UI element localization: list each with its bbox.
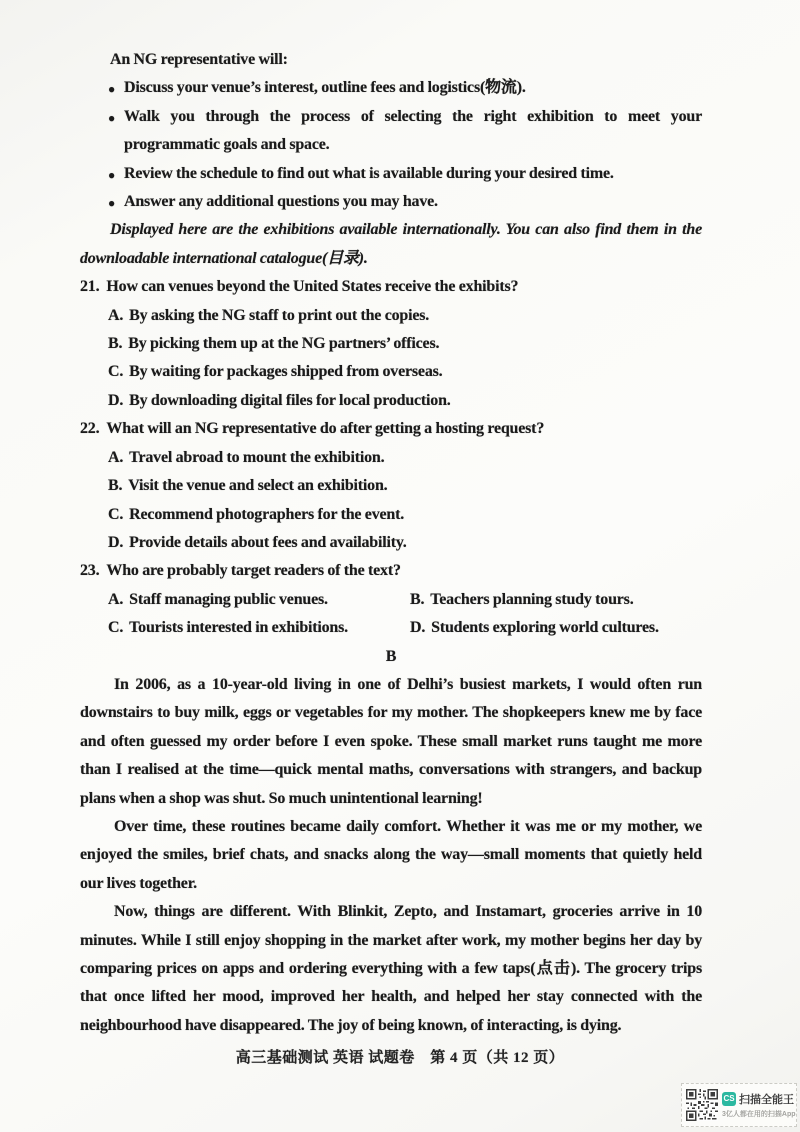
option-row bbox=[108, 614, 702, 642]
option-text: Provide details about fees and availability. bbox=[129, 533, 407, 551]
bullet-icon: ● bbox=[108, 110, 116, 125]
question-stem bbox=[80, 273, 702, 301]
option-item bbox=[108, 472, 702, 500]
passage-note: Displayed here are the exhibitions available internationally. You can also find them in the downloadable international catalogue(目录). bbox=[80, 221, 702, 267]
qr-code-icon bbox=[686, 1089, 718, 1121]
bullet-text: Answer any additional questions you may have. bbox=[124, 193, 438, 211]
option-label: C. bbox=[108, 619, 124, 637]
option-item bbox=[108, 529, 702, 557]
bullet-item bbox=[80, 74, 702, 102]
option-item bbox=[410, 614, 702, 642]
question-text: Who are probably target readers of the text? bbox=[106, 562, 401, 580]
option-label: B. bbox=[108, 335, 123, 353]
option-item bbox=[108, 302, 702, 330]
bullet-list bbox=[80, 74, 702, 216]
bullet-icon: ● bbox=[108, 82, 116, 97]
bullet-text: Discuss your venue’s interest, outline fees and logistics(物流). bbox=[124, 79, 526, 97]
option-text: Teachers planning study tours. bbox=[430, 590, 634, 608]
option-text: Students exploring world cultures. bbox=[431, 619, 659, 637]
page-footer: 高三基础测试 英语 试题卷 第 4 页（共 12 页） bbox=[235, 1050, 565, 1066]
bullet-text: Walk you through the process of selecting the right exhibition to meet your programmatic goals and space. bbox=[124, 107, 702, 154]
passage-paragraph: Now, things are different. With Blinkit, Zepto, and Instamart, groceries arrive in 10 minutes. While I still enjoy shopping in the market after work, my mother begins her day by comparing prices on apps and ordering everything with a few taps(点击). The grocery trips that once lifted her mood, improved her health, and helped her stay connected with the neighbourhood have disappeared. The joy of being known, of interacting, is dying. bbox=[80, 903, 702, 1034]
option-row bbox=[108, 586, 702, 614]
option-label: A. bbox=[108, 306, 124, 324]
question-block-23 bbox=[80, 557, 702, 642]
option-item bbox=[108, 501, 702, 529]
watermark-text-block bbox=[722, 1091, 796, 1119]
camscanner-watermark bbox=[681, 1083, 797, 1127]
passage-paragraph: In 2006, as a 10-year-old living in one of Delhi’s busiest markets, I would often run downstairs to buy milk, eggs or vegetables for my mother. The shopkeepers knew me by face and often guessed my order before I even spoke. These small market runs taught me more than I realised at the time—quick mental maths, conversations with strangers, and backup plans when a shop was shut. So much unintentional learning! bbox=[80, 675, 702, 807]
option-label: B. bbox=[108, 477, 123, 495]
bullet-item bbox=[80, 103, 702, 160]
question-number: 22. bbox=[80, 420, 100, 438]
option-label: D. bbox=[108, 391, 124, 409]
option-text: Recommend photographers for the event. bbox=[129, 505, 405, 523]
question-number: 21. bbox=[80, 278, 100, 296]
option-label: C. bbox=[108, 505, 124, 523]
option-item bbox=[410, 586, 702, 614]
question-stem bbox=[80, 557, 702, 585]
page-content bbox=[80, 46, 702, 1040]
bullet-item bbox=[80, 188, 702, 216]
camscanner-logo-icon: CS bbox=[722, 1092, 736, 1106]
option-text: By waiting for packages shipped from overseas. bbox=[129, 363, 443, 381]
watermark-title-row bbox=[722, 1091, 792, 1107]
option-item bbox=[108, 444, 702, 472]
question-stem bbox=[80, 415, 702, 443]
section-b-heading: B bbox=[385, 647, 397, 665]
option-text: By downloading digital files for local production. bbox=[129, 391, 451, 409]
option-text: Tourists interested in exhibitions. bbox=[129, 619, 348, 637]
option-text: By picking them up at the NG partners’ offices. bbox=[128, 335, 440, 353]
question-number: 23. bbox=[80, 562, 100, 580]
option-item bbox=[108, 614, 410, 642]
bullet-icon: ● bbox=[108, 167, 116, 182]
passage-paragraph: Over time, these routines became daily comfort. Whether it was me or my mother, we enjoyed the smiles, brief chats, and snacks along the way—small moments that quietly held our lives together. bbox=[80, 817, 702, 892]
option-label: B. bbox=[410, 590, 425, 608]
option-text: By asking the NG staff to print out the copies. bbox=[129, 306, 430, 324]
option-label: C. bbox=[108, 363, 124, 381]
option-label: A. bbox=[108, 448, 124, 466]
option-text: Travel abroad to mount the exhibition. bbox=[129, 448, 385, 466]
option-label: D. bbox=[410, 619, 426, 637]
option-item bbox=[108, 586, 410, 614]
bullet-icon: ● bbox=[108, 196, 116, 211]
passage-intro: An NG representative will: bbox=[110, 51, 288, 68]
option-label: A. bbox=[108, 590, 124, 608]
question-block-22 bbox=[80, 415, 702, 557]
option-item bbox=[108, 358, 702, 386]
option-item bbox=[108, 387, 702, 415]
option-text: Staff managing public venues. bbox=[129, 590, 328, 608]
camscanner-tagline: 3亿人都在用的扫描App bbox=[722, 1111, 796, 1118]
option-item bbox=[108, 330, 702, 358]
bullet-item bbox=[80, 160, 702, 188]
bullet-text: Review the schedule to find out what is available during your desired time. bbox=[124, 164, 614, 182]
option-label: D. bbox=[108, 533, 124, 551]
question-text: How can venues beyond the United States receive the exhibits? bbox=[106, 278, 519, 296]
option-text: Visit the venue and select an exhibition. bbox=[128, 477, 388, 495]
question-text: What will an NG representative do after getting a hosting request? bbox=[106, 420, 545, 438]
question-block-21 bbox=[80, 273, 702, 415]
camscanner-app-name: 扫描全能王 bbox=[739, 1094, 794, 1106]
